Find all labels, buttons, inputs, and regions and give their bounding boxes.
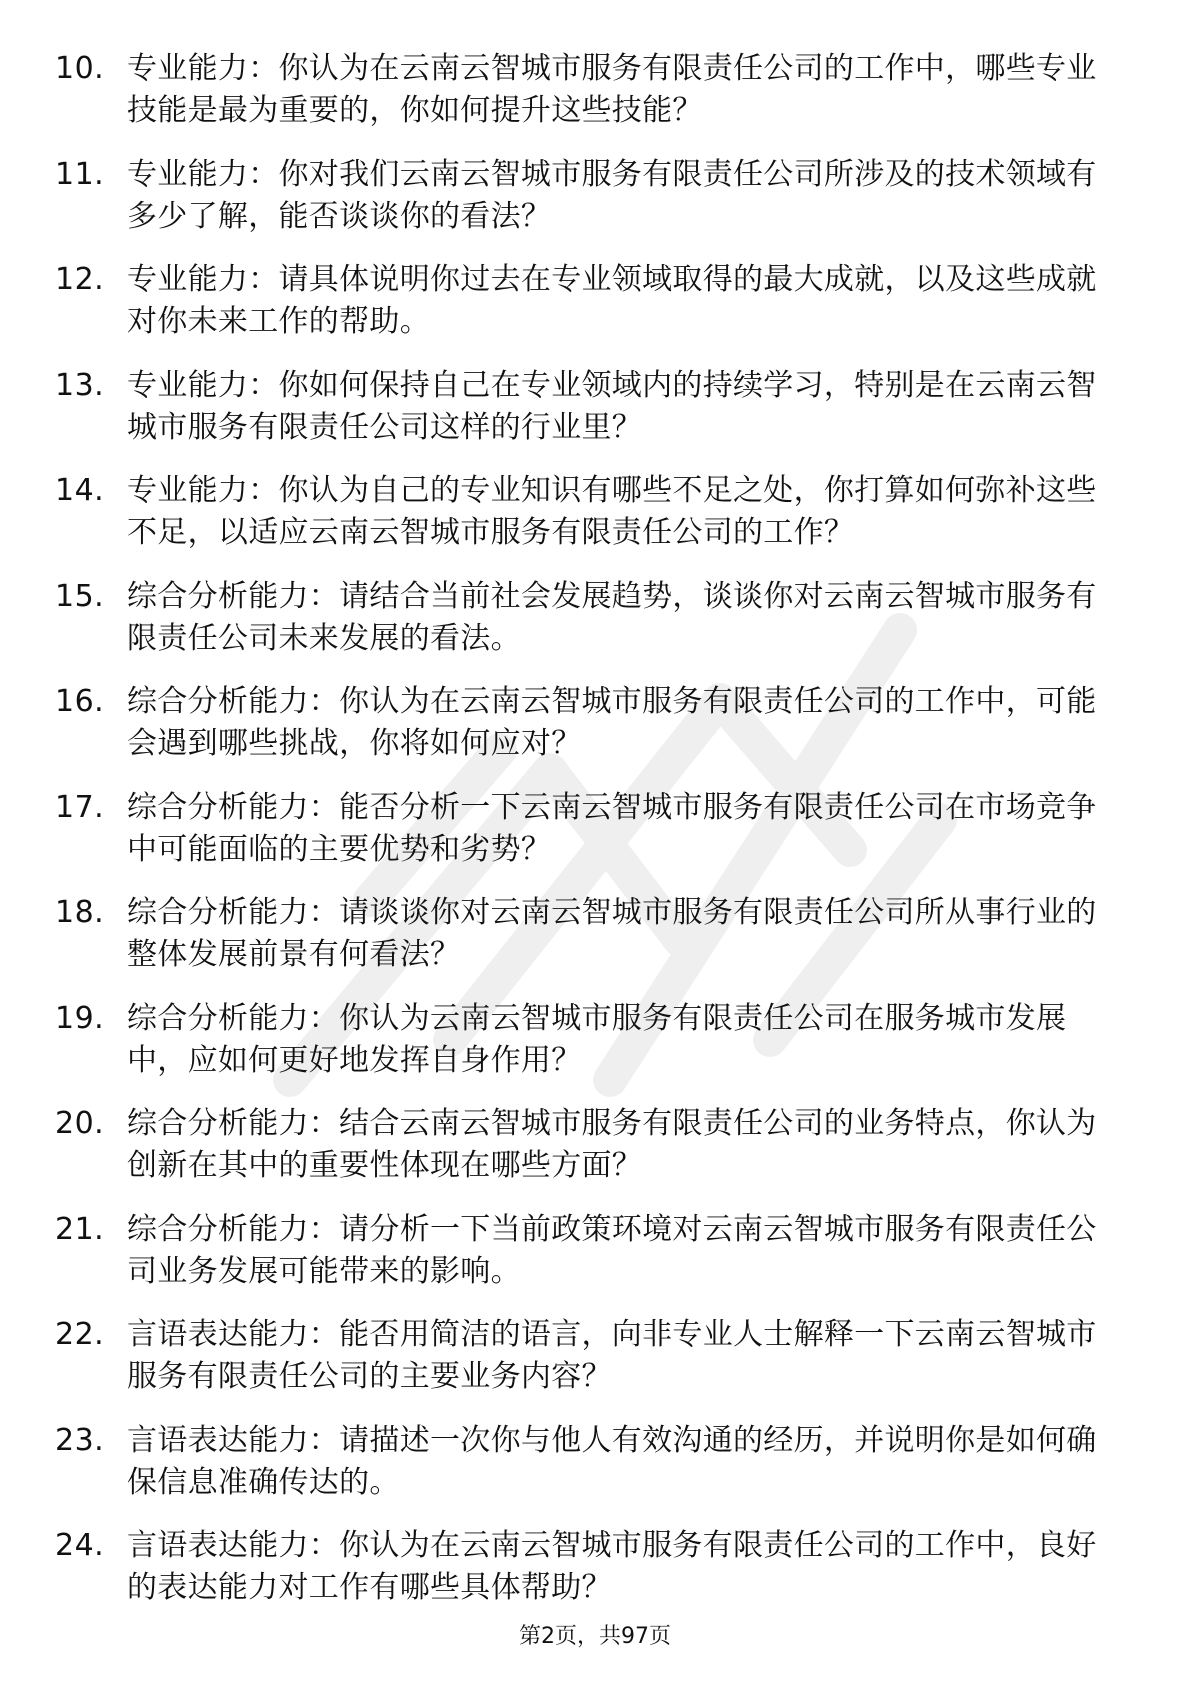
question-item [55, 998, 1115, 1082]
question-number: 16. [55, 684, 105, 719]
question-item [55, 365, 1115, 449]
question-item [55, 48, 1115, 132]
question-item [55, 1209, 1115, 1293]
page-footer [0, 1622, 1190, 1652]
question-number: 17. [55, 789, 105, 825]
question-number: 19. [55, 1000, 105, 1036]
question-item [55, 892, 1115, 976]
question-item [55, 681, 1115, 765]
question-text: 专业能力：请具体说明你过去在专业领域取得的最大成就，以及这些成就对你未来工作的帮助。 [127, 262, 1097, 339]
question-text: 言语表达能力：请描述一次你与他人有效沟通的经历，并说明你是如何确保信息准确传达的。 [127, 1422, 1097, 1500]
question-number: 18. [55, 895, 105, 930]
question-number: 11. [55, 156, 105, 192]
question-item [55, 154, 1115, 238]
question-number: 23. [55, 1422, 105, 1458]
question-text: 综合分析能力：你认为在云南云智城市服务有限责任公司的工作中，可能会遇到哪些挑战，你将如何应对？ [127, 684, 1097, 761]
question-number: 21. [55, 1211, 105, 1247]
question-list [55, 48, 1115, 1631]
question-item [55, 1525, 1115, 1609]
question-text: 言语表达能力：你认为在云南云智城市服务有限责任公司的工作中，良好的表达能力对工作有哪些具体帮助？ [127, 1528, 1097, 1605]
question-text: 专业能力：你对我们云南云智城市服务有限责任公司所涉及的技术领域有多少了解，能否谈谈你的看法？ [127, 156, 1097, 234]
question-item [55, 1314, 1115, 1398]
question-item [55, 576, 1115, 660]
question-item [55, 259, 1115, 343]
page-number-label: 第2页，共97页 [519, 1624, 671, 1649]
question-number: 14. [55, 473, 105, 508]
question-item [55, 1103, 1115, 1187]
question-text: 综合分析能力：请分析一下当前政策环境对云南云智城市服务有限责任公司业务发展可能带来的影响。 [127, 1211, 1097, 1289]
question-text: 专业能力：你认为自己的专业知识有哪些不足之处，你打算如何弥补这些不足，以适应云南云智城市服务有限责任公司的工作？ [127, 473, 1097, 550]
question-item [55, 1420, 1115, 1504]
question-text: 综合分析能力：能否分析一下云南云智城市服务有限责任公司在市场竞争中可能面临的主要优势和劣势？ [127, 789, 1097, 867]
question-text: 专业能力：你如何保持自己在专业领域内的持续学习，特别是在云南云智城市服务有限责任公司这样的行业里？ [127, 367, 1097, 445]
question-text: 综合分析能力：请谈谈你对云南云智城市服务有限责任公司所从事行业的整体发展前景有何看法？ [127, 895, 1097, 972]
question-number: 20. [55, 1106, 105, 1141]
question-number: 24. [55, 1528, 105, 1563]
question-number: 10. [55, 51, 105, 86]
question-text: 综合分析能力：结合云南云智城市服务有限责任公司的业务特点，你认为创新在其中的重要性体现在哪些方面？ [127, 1106, 1097, 1183]
question-number: 12. [55, 262, 105, 297]
question-text: 言语表达能力：能否用简洁的语言，向非专业人士解释一下云南云智城市服务有限责任公司的主要业务内容？ [127, 1317, 1097, 1394]
question-number: 15. [55, 578, 105, 614]
question-number: 13. [55, 367, 105, 403]
question-text: 专业能力：你认为在云南云智城市服务有限责任公司的工作中，哪些专业技能是最为重要的，你如何提升这些技能？ [127, 51, 1097, 128]
question-item [55, 470, 1115, 554]
question-text: 综合分析能力：请结合当前社会发展趋势，谈谈你对云南云智城市服务有限责任公司未来发展的看法。 [127, 578, 1097, 656]
question-number: 22. [55, 1317, 105, 1352]
question-text: 综合分析能力：你认为云南云智城市服务有限责任公司在服务城市发展中，应如何更好地发挥自身作用？ [127, 1000, 1067, 1078]
question-item [55, 787, 1115, 871]
